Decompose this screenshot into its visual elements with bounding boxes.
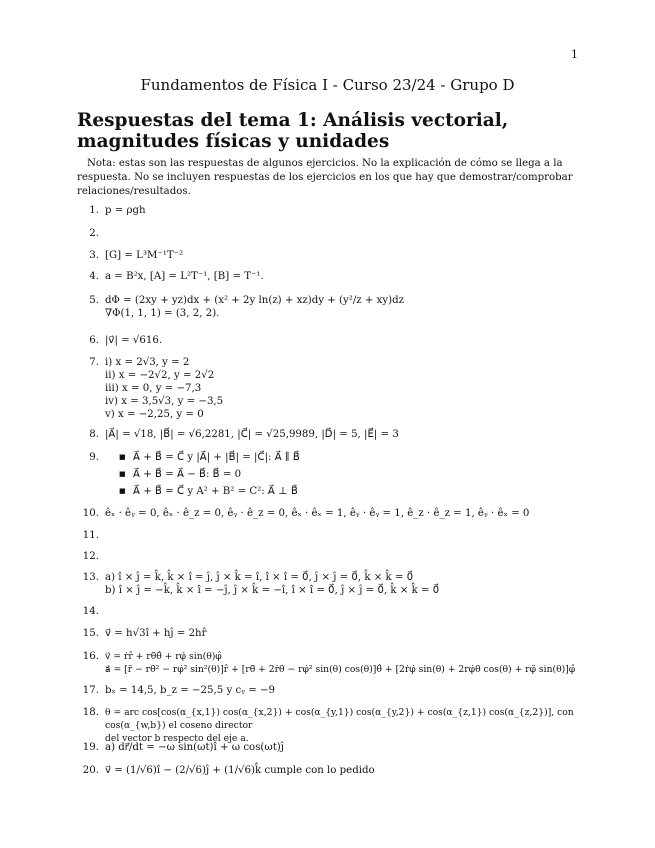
course-header: Fundamentos de Física I - Curso 23/24 - Grupo D xyxy=(140,76,515,94)
answer-number: 11. xyxy=(82,530,99,541)
answer-number: 13. xyxy=(82,572,99,583)
answer-line: [G] = L³M⁻¹T⁻² xyxy=(105,250,184,261)
answer-line: b) î × ĵ = −k̂, k̂ × î = −ĵ, ĵ × k̂ = −î, î × î = 0⃗, ĵ × ĵ = 0⃗, k̂ × k̂ = 0⃗ xyxy=(105,585,440,596)
answer-line: dΦ = (2xy + yz)dx + (x² + 2y ln(z) + xz)dy + (y²/z + xy)dz xyxy=(105,295,405,306)
answer-line: ii) x = −2√2, y = 2√2 xyxy=(105,370,215,381)
answer-number: 9. xyxy=(89,452,99,463)
answer-line: iii) x = 0, y = −7,3 xyxy=(105,383,202,394)
answer-number: 18. xyxy=(82,707,99,718)
answer-line: êₓ · êᵧ = 0, êₓ · ê_z = 0, êᵧ · ê_z = 0, êₓ · êₓ = 1, êᵧ · êᵧ = 1, ê_z · ê_z = 1, êᵧ · êₓ = 0 xyxy=(105,508,530,519)
answer-line: |A⃗| = √18, |B⃗| = √6,2281, |C⃗| = √25,9989, |D⃗| = 5, |E⃗| = 3 xyxy=(105,429,399,440)
answer-line: i) x = 2√3, y = 2 xyxy=(105,357,190,368)
answer-number: 20. xyxy=(82,765,99,776)
answer-number: 6. xyxy=(89,335,99,346)
answer-bullet: ■ A⃗ + B⃗ = C⃗ y A² + B² = C²: A⃗ ⊥ B⃗ xyxy=(119,485,609,498)
answer-number: 1. xyxy=(89,205,99,216)
answer-line: a) dr⃗/dt = −ω sin(ωt)î + ω cos(ωt)ĵ xyxy=(105,742,284,753)
answer-number: 12. xyxy=(82,551,99,562)
answer-line: ∇Φ(1, 1, 1) = (3, 2, 2). xyxy=(105,308,220,319)
answer-line: |v⃗| = √616. xyxy=(105,335,163,346)
answer-number: 10. xyxy=(82,508,99,519)
answer-number: 16. xyxy=(82,651,99,662)
answer-line: iv) x = 3,5√3, y = −3,5 xyxy=(105,396,224,407)
answer-line: bₓ = 14,5, b_z = −25,5 y cᵧ = −9 xyxy=(105,685,276,696)
answer-line: a = B²x, [A] = L²T⁻¹, [B] = T⁻¹. xyxy=(105,271,264,282)
note-paragraph: Nota: estas son las respuestas de algunos ejercicios. No la explicación de cómo se llega a la respuesta. No se incluyen respuestas de los ejercicios en los que hay que demostrar/comprobar relaciones/resultados. xyxy=(77,158,573,197)
answer-line: p = ρgh xyxy=(105,205,146,216)
answer-number: 15. xyxy=(82,628,99,639)
answer-number: 14. xyxy=(82,606,99,617)
answer-number: 2. xyxy=(89,228,99,239)
answer-number: 8. xyxy=(89,429,99,440)
answer-line: v⃗ = ṙr̂ + rθ̇θ̂ + rφ̇ sin(θ)φ̂ xyxy=(105,651,222,662)
answer-line: a⃗ = [r̈ − rθ̇² − rφ̇² sin²(θ)]r̂ + [rθ̈ + 2ṙθ̇ − rφ̇² sin(θ) cos(θ)]θ̂ + [2ṙφ̇ sin(θ) + 2rφ̇θ̇ cos(θ) + rφ̈ sin(θ)]φ̂ xyxy=(105,664,576,675)
answer-line: v⃗ = (1/√6)î − (2/√6)ĵ + (1/√6)k̂ cumple con lo pedido xyxy=(105,765,375,776)
answer-bullet: ■ A⃗ + B⃗ = A⃗ − B⃗: B⃗ = 0 xyxy=(119,468,609,481)
answer-number: 7. xyxy=(89,357,99,368)
answer-line: θ = arc cos[cos(α_{x,1}) cos(α_{x,2}) + cos(α_{y,1}) cos(α_{y,2}) + cos(α_{z,1}) cos(α_{z,2})], con cos(α_{w,b}) el coseno director xyxy=(105,707,574,731)
answer-bullet: ■ A⃗ + B⃗ = C⃗ y |A⃗| + |B⃗| = |C⃗|: A⃗ ∥ B⃗ xyxy=(119,451,609,464)
answer-number: 3. xyxy=(89,250,99,261)
page-number: 1 xyxy=(571,48,578,61)
answer-line: del vector b respecto del eje a. xyxy=(105,733,249,744)
answer-number: 5. xyxy=(89,295,99,306)
answer-number: 19. xyxy=(82,742,99,753)
page-title: Respuestas del tema 1: Análisis vectorial, magnitudes físicas y unidades xyxy=(77,110,509,152)
answer-number: 17. xyxy=(82,685,99,696)
answer-number: 4. xyxy=(89,271,99,282)
answer-line: v) x = −2,25, y = 0 xyxy=(105,409,204,420)
answer-line: v⃗ = h√3î + hĵ = 2hr̂ xyxy=(105,628,207,639)
answer-line: a) î × ĵ = k̂, k̂ × î = ĵ, ĵ × k̂ = î, î × î = 0⃗, ĵ × ĵ = 0⃗, k̂ × k̂ = 0⃗ xyxy=(105,572,414,583)
